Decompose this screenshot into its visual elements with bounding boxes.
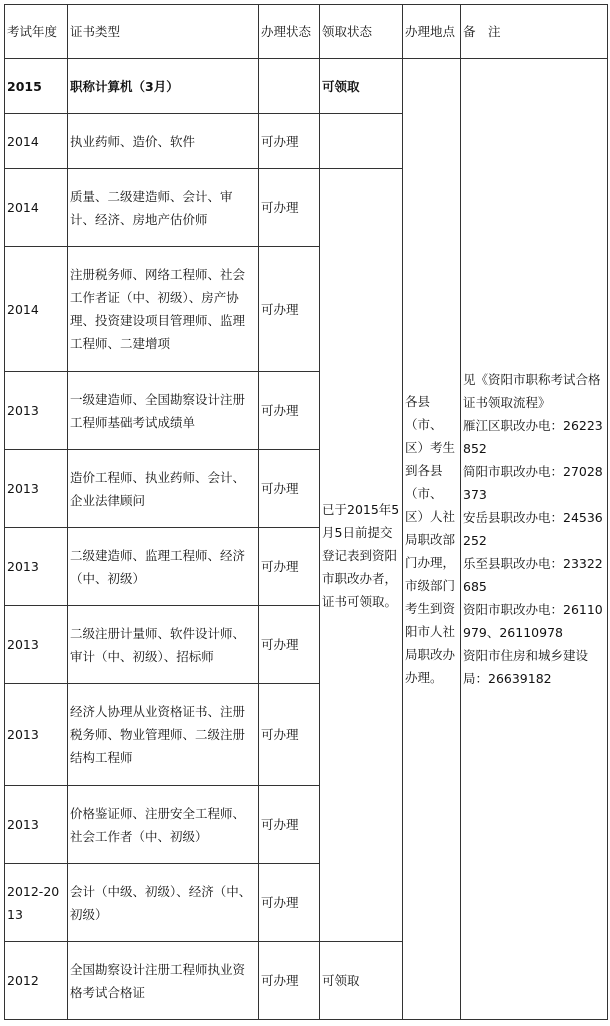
collect-merged-cell: 已于2015年5月5日前提交登记表到资阳市职改办者，证书可领取。 bbox=[320, 169, 403, 942]
location-merged-cell: 各县（市、区）考生到各县（市、区）人社局职改部门办理，市级部门考生到资阳市人社局职改办办理。 bbox=[403, 59, 461, 1020]
cert-cell: 全国勘察设计注册工程师执业资格考试合格证 bbox=[68, 942, 259, 1020]
header-year: 考试年度 bbox=[5, 5, 68, 59]
year-cell: 2013 bbox=[5, 606, 68, 684]
process-cell bbox=[259, 59, 320, 114]
cert-cell: 一级建造师、全国勘察设计注册工程师基础考试成绩单 bbox=[68, 372, 259, 450]
cert-cell: 价格鉴证师、注册安全工程师、社会工作者（中、初级） bbox=[68, 786, 259, 864]
header-location: 办理地点 bbox=[403, 5, 461, 59]
year-cell: 2013 bbox=[5, 450, 68, 528]
process-cell: 可办理 bbox=[259, 169, 320, 247]
year-cell: 2013 bbox=[5, 786, 68, 864]
header-cert-type: 证书类型 bbox=[68, 5, 259, 59]
collect-cell: 可领取 bbox=[320, 59, 403, 114]
process-cell: 可办理 bbox=[259, 528, 320, 606]
header-process-status: 办理状态 bbox=[259, 5, 320, 59]
cert-cell: 职称计算机（3月） bbox=[68, 59, 259, 114]
remarks-merged-cell bbox=[461, 59, 608, 1020]
collect-cell: 可领取 bbox=[320, 942, 403, 1020]
process-cell: 可办理 bbox=[259, 864, 320, 942]
process-cell: 可办理 bbox=[259, 372, 320, 450]
year-cell: 2013 bbox=[5, 372, 68, 450]
table-row bbox=[5, 59, 608, 114]
process-cell: 可办理 bbox=[259, 450, 320, 528]
process-cell: 可办理 bbox=[259, 684, 320, 786]
process-cell: 可办理 bbox=[259, 114, 320, 169]
process-cell: 可办理 bbox=[259, 606, 320, 684]
cert-cell: 质量、二级建造师、会计、审计、经济、房地产估价师 bbox=[68, 169, 259, 247]
year-cell: 2014 bbox=[5, 114, 68, 169]
cert-cell: 造价工程师、执业药师、会计、企业法律顾问 bbox=[68, 450, 259, 528]
cert-cell: 经济人协理从业资格证书、注册税务师、物业管理师、二级注册结构工程师 bbox=[68, 684, 259, 786]
header-remarks: 备 注 bbox=[461, 5, 608, 59]
process-cell: 可办理 bbox=[259, 247, 320, 372]
process-cell: 可办理 bbox=[259, 786, 320, 864]
remarks-text: 见《资阳市职称考试合格证书领取流程》 雁江区职改办电：26223852 简阳市职改办电：27028373 安岳县职改办电：24536252 乐至县职改办电：23322685 资阳市职改办电：26110979、26110978 资阳市住房和城乡建设局：26639182 bbox=[463, 372, 603, 686]
year-cell: 2012-2013 bbox=[5, 864, 68, 942]
cert-cell: 会计（中级、初级）、经济（中、初级） bbox=[68, 864, 259, 942]
year-cell: 2013 bbox=[5, 684, 68, 786]
cert-cell: 注册税务师、网络工程师、社会工作者证（中、初级）、房产协理、投资建设项目管理师、监理工程师、二建增项 bbox=[68, 247, 259, 372]
cert-cell: 二级注册计量师、软件设计师、审计（中、初级）、招标师 bbox=[68, 606, 259, 684]
collect-cell bbox=[320, 114, 403, 169]
year-cell: 2013 bbox=[5, 528, 68, 606]
year-cell: 2014 bbox=[5, 169, 68, 247]
year-cell: 2012 bbox=[5, 942, 68, 1020]
cert-cell: 执业药师、造价、软件 bbox=[68, 114, 259, 169]
cert-cell: 二级建造师、监理工程师、经济（中、初级） bbox=[68, 528, 259, 606]
header-row bbox=[5, 5, 608, 59]
process-cell: 可办理 bbox=[259, 942, 320, 1020]
certificate-table bbox=[4, 4, 608, 1020]
year-cell: 2014 bbox=[5, 247, 68, 372]
year-cell: 2015 bbox=[5, 59, 68, 114]
header-collect-status: 领取状态 bbox=[320, 5, 403, 59]
